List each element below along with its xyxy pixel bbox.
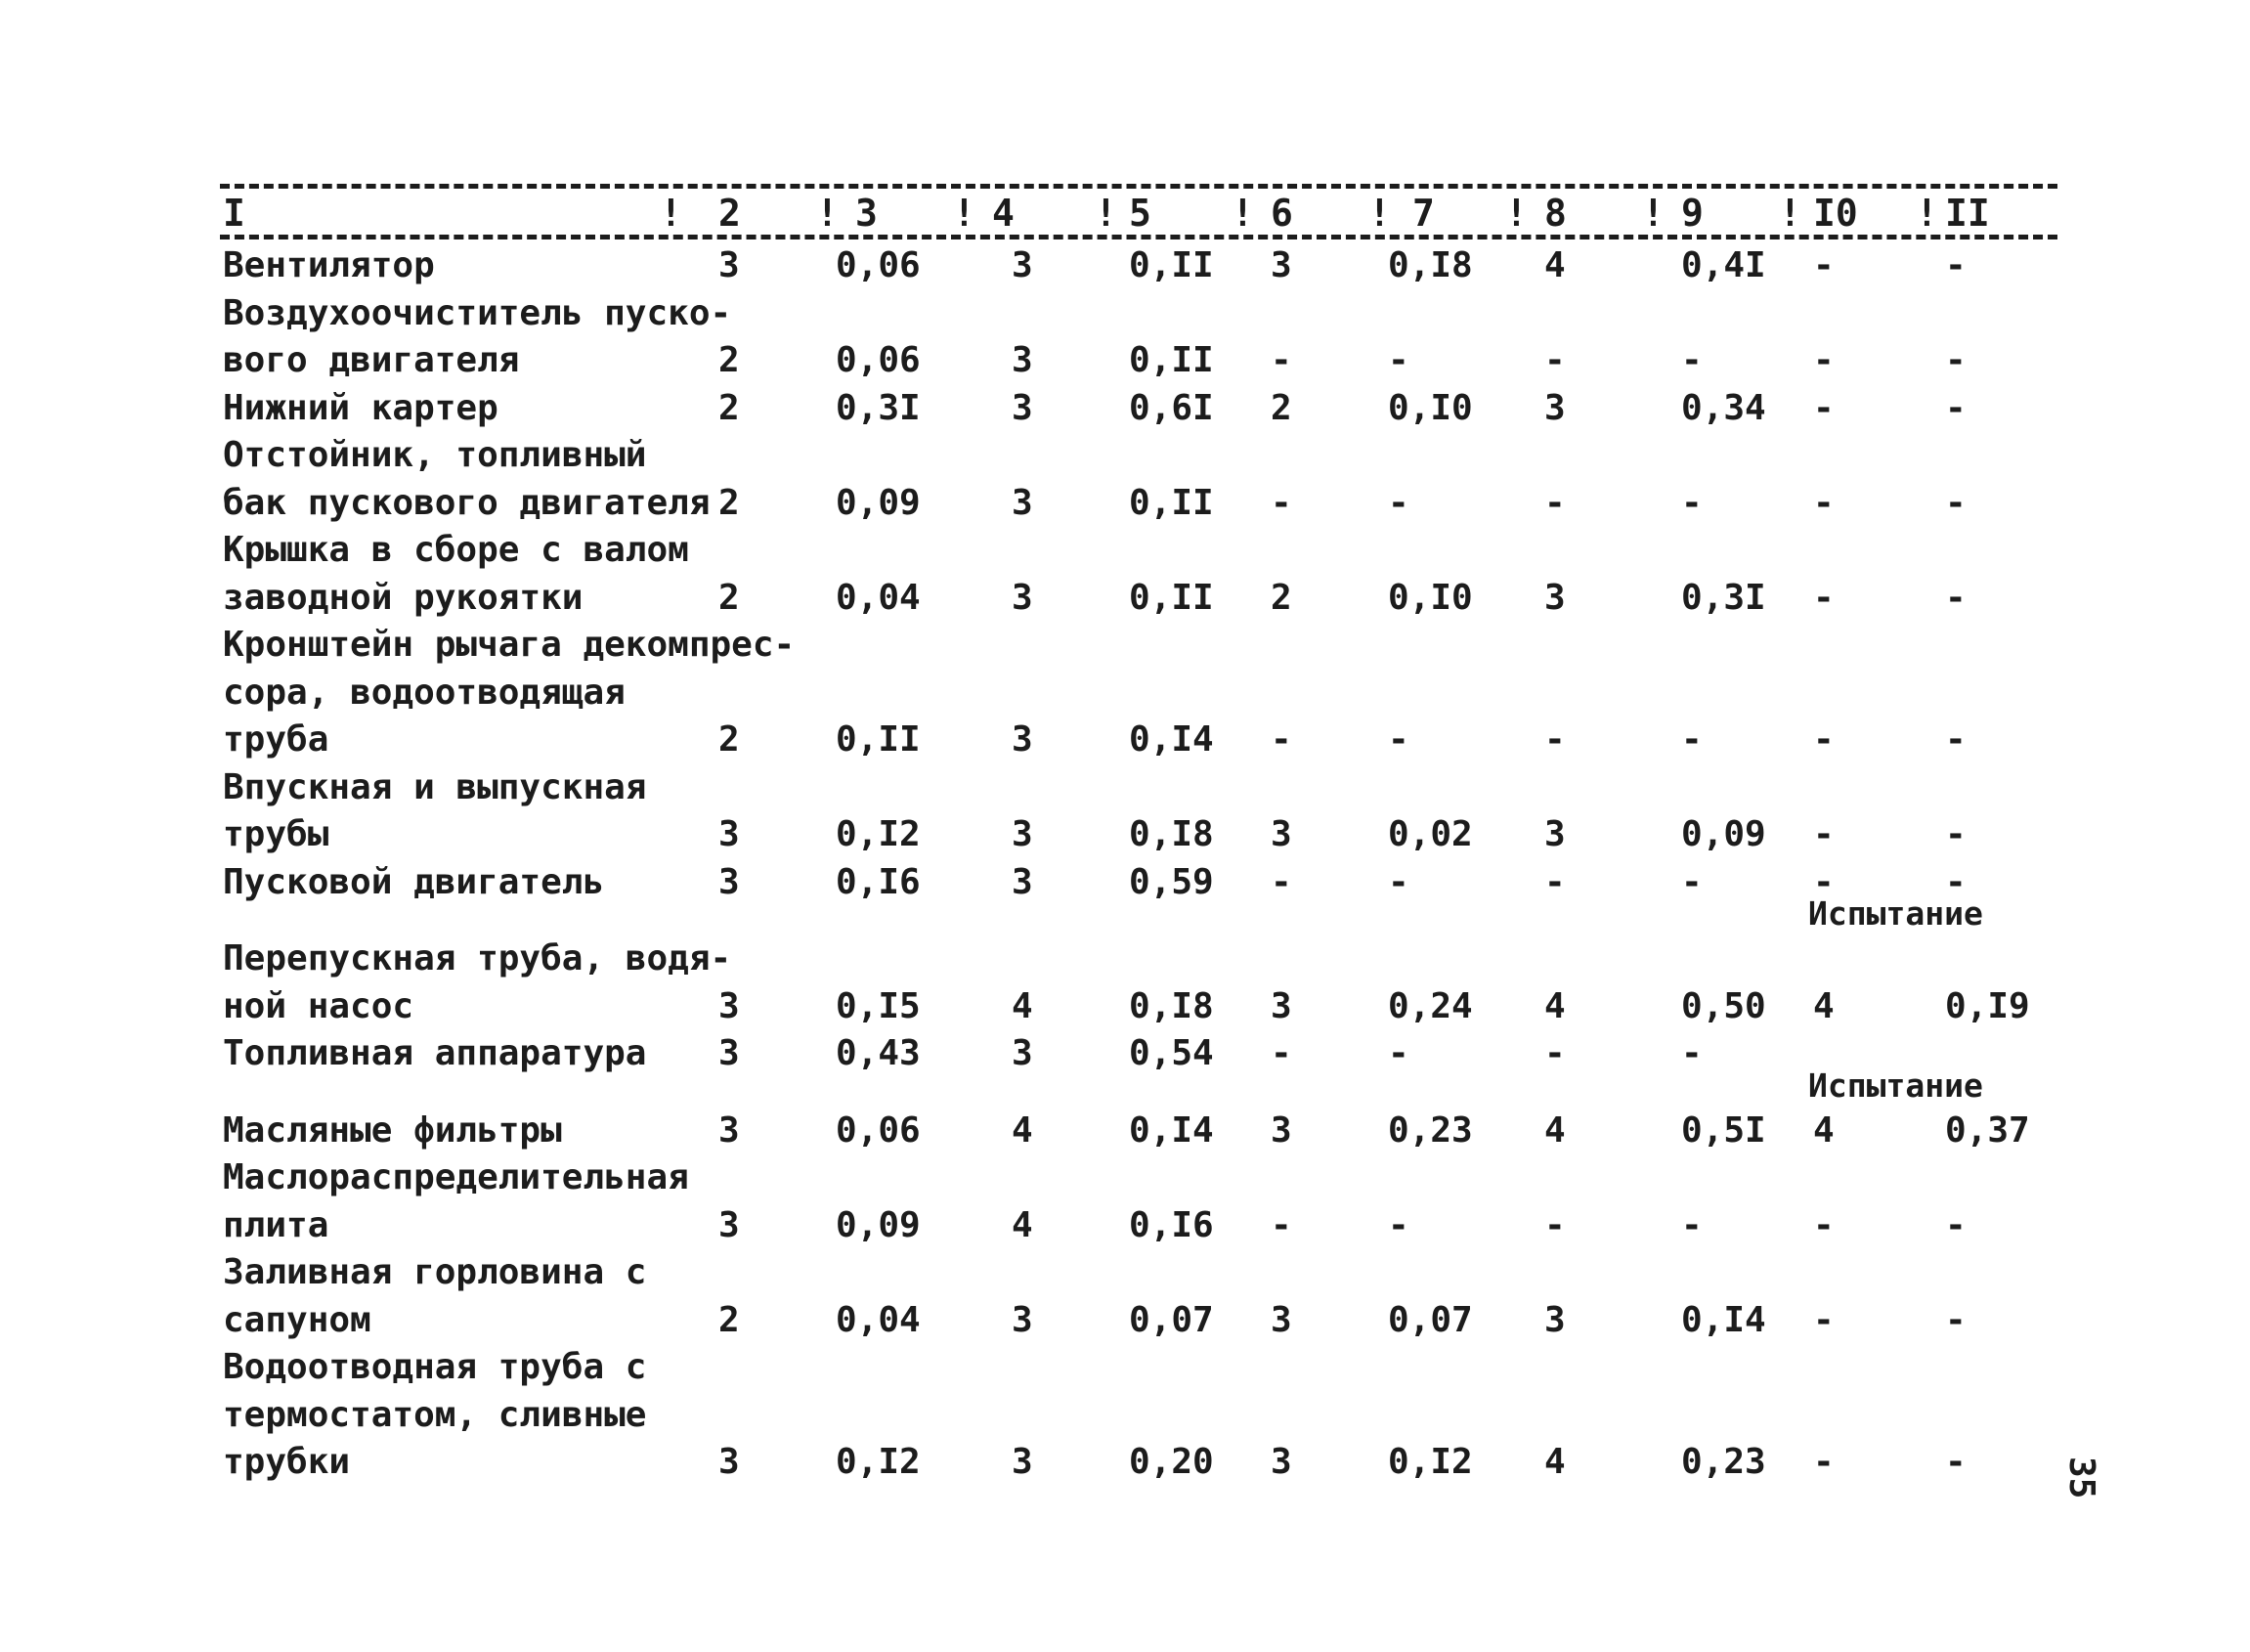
cell-value: 3	[1271, 1442, 1292, 1482]
cell-value: 0,06	[836, 245, 921, 285]
top-dashed-rule	[220, 184, 2057, 189]
cell-value: 4	[1813, 1109, 1835, 1151]
cell-value: 0,I4	[1681, 1299, 1766, 1340]
cell-value: 3	[1012, 340, 1033, 380]
cell-value: 3	[1544, 1299, 1566, 1340]
cell-value: -	[1544, 1204, 1566, 1245]
column-separator: !	[953, 192, 975, 235]
cell-value: 3	[1012, 1033, 1033, 1073]
column-separator: !	[1916, 192, 1938, 235]
row-label-line: термостатом, сливные	[223, 1394, 647, 1435]
cell-value: 2	[718, 577, 740, 618]
row-label-line: заводной рукоятки	[223, 577, 584, 618]
cell-value: -	[1813, 245, 1835, 285]
cell-value: 3	[718, 1033, 740, 1073]
cell-value: 3	[718, 1204, 740, 1245]
row-label-line: сора, водоотводящая	[223, 672, 626, 713]
cell-value: 2	[718, 719, 740, 760]
row-label-line: Крышка в сборе с валом	[223, 530, 689, 570]
cell-value: 0,I9	[1945, 985, 2030, 1026]
cell-value: 0,I8	[1129, 814, 1214, 854]
cell-value: 3	[1271, 1299, 1292, 1340]
cell-value: 0,06	[836, 340, 921, 380]
cell-value: -	[1388, 1033, 1409, 1073]
cell-value: 0,I2	[836, 814, 921, 854]
cell-value: 0,04	[836, 1299, 921, 1340]
column-header-4: 4	[992, 192, 1015, 235]
cell-value: -	[1813, 1442, 1835, 1482]
cell-value: 0,50	[1681, 985, 1766, 1026]
row-label-line: Топливная аппаратура	[223, 1033, 647, 1073]
cell-value: 3	[718, 861, 740, 902]
page-number: 35	[2061, 1456, 2101, 1500]
cell-value: -	[1271, 861, 1292, 902]
cell-value: 3	[1544, 577, 1566, 618]
cell-value: 4	[1544, 1442, 1566, 1482]
cell-value: 0,37	[1945, 1109, 2030, 1151]
cell-value: 0,07	[1129, 1299, 1214, 1340]
cell-value: 3	[1271, 814, 1292, 854]
cell-value: -	[1813, 340, 1835, 380]
cell-value: -	[1813, 1204, 1835, 1245]
cell-value: 0,6I	[1129, 387, 1214, 428]
cell-value: -	[1813, 719, 1835, 760]
cell-value: 0,I6	[836, 861, 921, 902]
row-label-line: Масляные фильтры	[223, 1109, 562, 1151]
column-header-1: I	[223, 192, 245, 235]
cell-value: 0,II	[1129, 245, 1214, 285]
column-header-11: II	[1945, 192, 1990, 235]
cell-value: -	[1813, 577, 1835, 618]
cell-value: -	[1388, 861, 1409, 902]
cell-value: -	[1681, 719, 1703, 760]
cell-value: 3	[718, 814, 740, 854]
cell-value: -	[1813, 814, 1835, 854]
cell-value: 4	[1813, 985, 1835, 1026]
cell-value: 0,34	[1681, 387, 1766, 428]
cell-value: 0,I0	[1388, 387, 1473, 428]
cell-value: 3	[1271, 985, 1292, 1026]
cell-value: -	[1388, 719, 1409, 760]
cell-value: -	[1813, 861, 1835, 902]
cell-value: 0,3I	[836, 387, 921, 428]
row-note: Испытание	[1808, 1065, 1983, 1105]
header-dashed-rule	[220, 235, 2057, 239]
cell-value: 3	[718, 1442, 740, 1482]
row-label-line: Впускная и выпускная	[223, 766, 647, 807]
cell-value: 3	[1012, 245, 1033, 285]
row-label-line: Маслораспределительная	[223, 1157, 689, 1197]
cell-value: -	[1945, 245, 1967, 285]
column-header-10: I0	[1813, 192, 1858, 235]
cell-value: 0,59	[1129, 861, 1214, 902]
row-label-line: плита	[223, 1204, 329, 1245]
cell-value: 3	[1271, 1109, 1292, 1151]
column-header-5: 5	[1129, 192, 1151, 235]
row-label-line: Перепускная труба, водя-	[223, 938, 732, 978]
cell-value: 2	[1271, 387, 1292, 428]
row-note: Испытание	[1808, 894, 1983, 933]
row-label-line: вого двигателя	[223, 340, 520, 380]
cell-value: 0,I4	[1129, 1109, 1214, 1151]
cell-value: 4	[1544, 1109, 1566, 1151]
cell-value: 0,4I	[1681, 245, 1766, 285]
column-header-2: 2	[718, 192, 741, 235]
cell-value: -	[1681, 1033, 1703, 1073]
column-header-3: 3	[855, 192, 878, 235]
cell-value: -	[1544, 482, 1566, 523]
cell-value: -	[1271, 1033, 1292, 1073]
cell-value: -	[1271, 482, 1292, 523]
column-header-7: 7	[1412, 192, 1435, 235]
cell-value: 0,24	[1388, 985, 1473, 1026]
cell-value: -	[1945, 482, 1967, 523]
cell-value: -	[1544, 340, 1566, 380]
cell-value: -	[1271, 340, 1292, 380]
cell-value: 3	[1271, 245, 1292, 285]
cell-value: -	[1388, 340, 1409, 380]
cell-value: -	[1813, 1299, 1835, 1340]
cell-value: -	[1945, 340, 1967, 380]
cell-value: 4	[1544, 985, 1566, 1026]
cell-value: 3	[718, 985, 740, 1026]
cell-value: 0,23	[1388, 1109, 1473, 1151]
cell-value: 3	[718, 1109, 740, 1151]
column-separator: !	[1095, 192, 1117, 235]
cell-value: -	[1813, 482, 1835, 523]
cell-value: 2	[718, 340, 740, 380]
row-label-line: Кронштейн рычага декомпрес-	[223, 625, 796, 665]
cell-value: 0,54	[1129, 1033, 1214, 1073]
row-label-line: бак пускового двигателя	[223, 482, 711, 523]
cell-value: -	[1681, 340, 1703, 380]
cell-value: 2	[718, 387, 740, 428]
row-label-line: Пусковой двигатель	[223, 861, 605, 902]
row-label-line: трубы	[223, 814, 329, 854]
cell-value: 3	[1012, 1299, 1033, 1340]
row-label-line: ной насос	[223, 985, 414, 1026]
cell-value: 4	[1544, 245, 1566, 285]
cell-value: 0,09	[1681, 814, 1766, 854]
cell-value: -	[1271, 719, 1292, 760]
cell-value: -	[1945, 387, 1967, 428]
cell-value: 3	[1012, 719, 1033, 760]
cell-value: 0,I2	[836, 1442, 921, 1482]
cell-value: 3	[718, 245, 740, 285]
cell-value: -	[1945, 814, 1967, 854]
cell-value: 0,09	[836, 1204, 921, 1245]
cell-value: 0,II	[1129, 340, 1214, 380]
row-label-line: сапуном	[223, 1299, 371, 1340]
row-label-line: Водоотводная труба с	[223, 1347, 647, 1387]
cell-value: 3	[1544, 387, 1566, 428]
cell-value: -	[1681, 861, 1703, 902]
cell-value: 0,I5	[836, 985, 921, 1026]
cell-value: -	[1544, 719, 1566, 760]
column-header-9: 9	[1681, 192, 1704, 235]
cell-value: 0,I8	[1129, 985, 1214, 1026]
cell-value: 0,I6	[1129, 1204, 1214, 1245]
cell-value: -	[1813, 387, 1835, 428]
column-header-6: 6	[1271, 192, 1293, 235]
column-separator: !	[660, 192, 682, 235]
cell-value: -	[1681, 482, 1703, 523]
row-label-line: трубки	[223, 1442, 351, 1482]
row-label-line: труба	[223, 719, 329, 760]
row-label-line: Нижний картер	[223, 387, 498, 428]
cell-value: 0,09	[836, 482, 921, 523]
cell-value: 0,06	[836, 1109, 921, 1151]
cell-value: 3	[1012, 1442, 1033, 1482]
cell-value: 0,43	[836, 1033, 921, 1073]
column-separator: !	[1779, 192, 1801, 235]
column-separator: !	[1642, 192, 1665, 235]
cell-value: 3	[1012, 861, 1033, 902]
cell-value: 0,23	[1681, 1442, 1766, 1482]
cell-value: 0,II	[836, 719, 921, 760]
cell-value: 0,I0	[1388, 577, 1473, 618]
cell-value: 0,07	[1388, 1299, 1473, 1340]
column-separator: !	[816, 192, 839, 235]
cell-value: -	[1681, 1204, 1703, 1245]
column-separator: !	[1505, 192, 1528, 235]
cell-value: 2	[718, 1299, 740, 1340]
cell-value: 3	[1012, 482, 1033, 523]
cell-value: -	[1945, 719, 1967, 760]
cell-value: 0,II	[1129, 482, 1214, 523]
cell-value: 0,II	[1129, 577, 1214, 618]
cell-value: 0,I8	[1388, 245, 1473, 285]
cell-value: 0,I4	[1129, 719, 1214, 760]
cell-value: -	[1945, 577, 1967, 618]
row-label-line: Воздухоочиститель пуско-	[223, 292, 732, 333]
cell-value: 0,I2	[1388, 1442, 1473, 1482]
cell-value: 0,3I	[1681, 577, 1766, 618]
cell-value: 3	[1544, 814, 1566, 854]
cell-value: -	[1271, 1204, 1292, 1245]
row-label-line: Отстойник, топливный	[223, 435, 647, 475]
cell-value: 0,02	[1388, 814, 1473, 854]
cell-value: -	[1945, 1204, 1967, 1245]
cell-value: 4	[1012, 985, 1033, 1026]
cell-value: 2	[1271, 577, 1292, 618]
cell-value: -	[1388, 482, 1409, 523]
cell-value: 3	[1012, 387, 1033, 428]
cell-value: -	[1945, 1442, 1967, 1482]
cell-value: -	[1544, 1033, 1566, 1073]
cell-value: 0,04	[836, 577, 921, 618]
cell-value: -	[1388, 1204, 1409, 1245]
column-header-8: 8	[1544, 192, 1567, 235]
cell-value: 0,20	[1129, 1442, 1214, 1482]
cell-value: -	[1945, 1299, 1967, 1340]
cell-value: -	[1544, 861, 1566, 902]
row-label-line: Заливная горловина с	[223, 1252, 647, 1292]
column-separator: !	[1232, 192, 1254, 235]
column-separator: !	[1368, 192, 1391, 235]
cell-value: 3	[1012, 814, 1033, 854]
row-label-line: Вентилятор	[223, 245, 435, 285]
cell-value: -	[1945, 861, 1967, 902]
cell-value: 0,5I	[1681, 1109, 1766, 1151]
cell-value: 4	[1012, 1109, 1033, 1151]
cell-value: 2	[718, 482, 740, 523]
cell-value: 3	[1012, 577, 1033, 618]
cell-value: 4	[1012, 1204, 1033, 1245]
